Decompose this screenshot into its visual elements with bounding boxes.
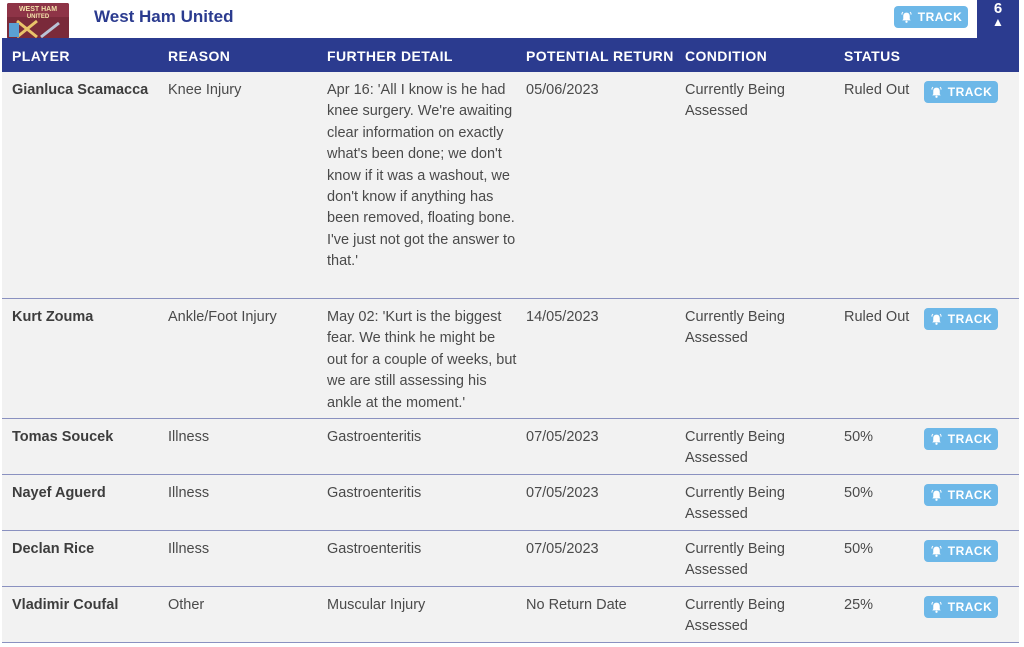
condition: Currently Being Assessed [685,82,785,120]
track-player-button[interactable] [924,308,998,330]
column-header-potential-return: POTENTIAL RETURN [526,48,674,64]
track-label: TRACK [947,488,993,502]
further-detail: Gastroenteritis [327,429,422,445]
player-name[interactable]: Gianluca Scamacca [12,82,149,98]
injury-reason: Illness [168,541,210,557]
further-detail: Gastroenteritis [327,541,422,557]
potential-return: 07/05/2023 [526,541,599,557]
player-name[interactable]: Kurt Zouma [12,309,94,325]
injury-reason: Illness [168,429,210,445]
alarm-bell-icon [930,313,943,326]
track-player-button[interactable] [924,540,998,562]
further-detail: Gastroenteritis [327,485,422,501]
potential-return: 07/05/2023 [526,429,599,445]
injury-count-tab[interactable] [977,0,1019,38]
injury-reason: Illness [168,485,210,501]
injury-reason: Knee Injury [168,82,242,98]
further-detail: May 02: 'Kurt is the biggest fear. We think he might be out for a couple of weeks, but we are still assessing his ankle at the moment.' [327,309,517,411]
table-row [2,419,1019,475]
potential-return: No Return Date [526,597,627,613]
condition: Currently Being Assessed [685,309,785,347]
table-row [2,531,1019,587]
column-header-condition: CONDITION [685,48,768,64]
player-name[interactable]: Vladimir Coufal [12,597,119,613]
injury-count: 6 [993,0,1003,17]
track-label: TRACK [947,312,993,326]
potential-return: 14/05/2023 [526,309,599,325]
column-header-player: PLAYER [12,48,70,64]
track-player-button[interactable] [924,484,998,506]
track-player-button[interactable] [924,428,998,450]
alarm-bell-icon [930,86,943,99]
triangle-up-icon: ▲ [992,15,1004,29]
player-name[interactable]: Nayef Aguerd [12,485,106,501]
status: 50% [844,429,874,445]
alarm-bell-icon [930,489,943,502]
club-crest-icon [7,3,69,39]
track-team-button[interactable] [894,6,968,28]
potential-return: 07/05/2023 [526,485,599,501]
track-player-button[interactable] [924,81,998,103]
column-header-further-detail: FURTHER DETAIL [327,48,453,64]
track-label: TRACK [947,600,993,614]
status: 50% [844,485,874,501]
crest-line-2: UNITED [26,14,50,20]
condition: Currently Being Assessed [685,485,785,523]
alarm-bell-icon [930,545,943,558]
table-header [2,38,1019,72]
player-name[interactable]: Tomas Soucek [12,429,114,445]
table-row [2,299,1019,419]
column-header-status: STATUS [844,48,901,64]
crest-line-1: WEST HAM [18,6,58,13]
track-label: TRACK [947,85,993,99]
track-label: TRACK [917,10,963,24]
condition: Currently Being Assessed [685,429,785,467]
status: Ruled Out [844,82,910,98]
column-header-reason: REASON [168,48,231,64]
alarm-bell-icon [930,433,943,446]
team-name[interactable]: West Ham United [94,7,234,26]
track-label: TRACK [947,544,993,558]
table-row [2,475,1019,531]
team-header [0,0,1024,38]
injury-table [2,38,1019,643]
condition: Currently Being Assessed [685,541,785,579]
status: 25% [844,597,874,613]
alarm-bell-icon [900,11,913,24]
injury-reason: Other [168,597,205,613]
track-label: TRACK [947,432,993,446]
further-detail: Apr 16: 'All I know is he had knee surgery. We're awaiting clear information on exactly what's been done; we don't know if it was a washout, we don't know if anything has been removed, floating bone. I've just not got the answer to that.' [327,82,516,270]
table-row [2,72,1019,299]
injury-reason: Ankle/Foot Injury [168,309,277,325]
status: 50% [844,541,874,557]
status: Ruled Out [844,309,910,325]
table-row [2,587,1019,643]
further-detail: Muscular Injury [327,597,426,613]
potential-return: 05/06/2023 [526,82,599,98]
condition: Currently Being Assessed [685,597,785,635]
player-name[interactable]: Declan Rice [12,541,95,557]
alarm-bell-icon [930,601,943,614]
track-player-button[interactable] [924,596,998,618]
